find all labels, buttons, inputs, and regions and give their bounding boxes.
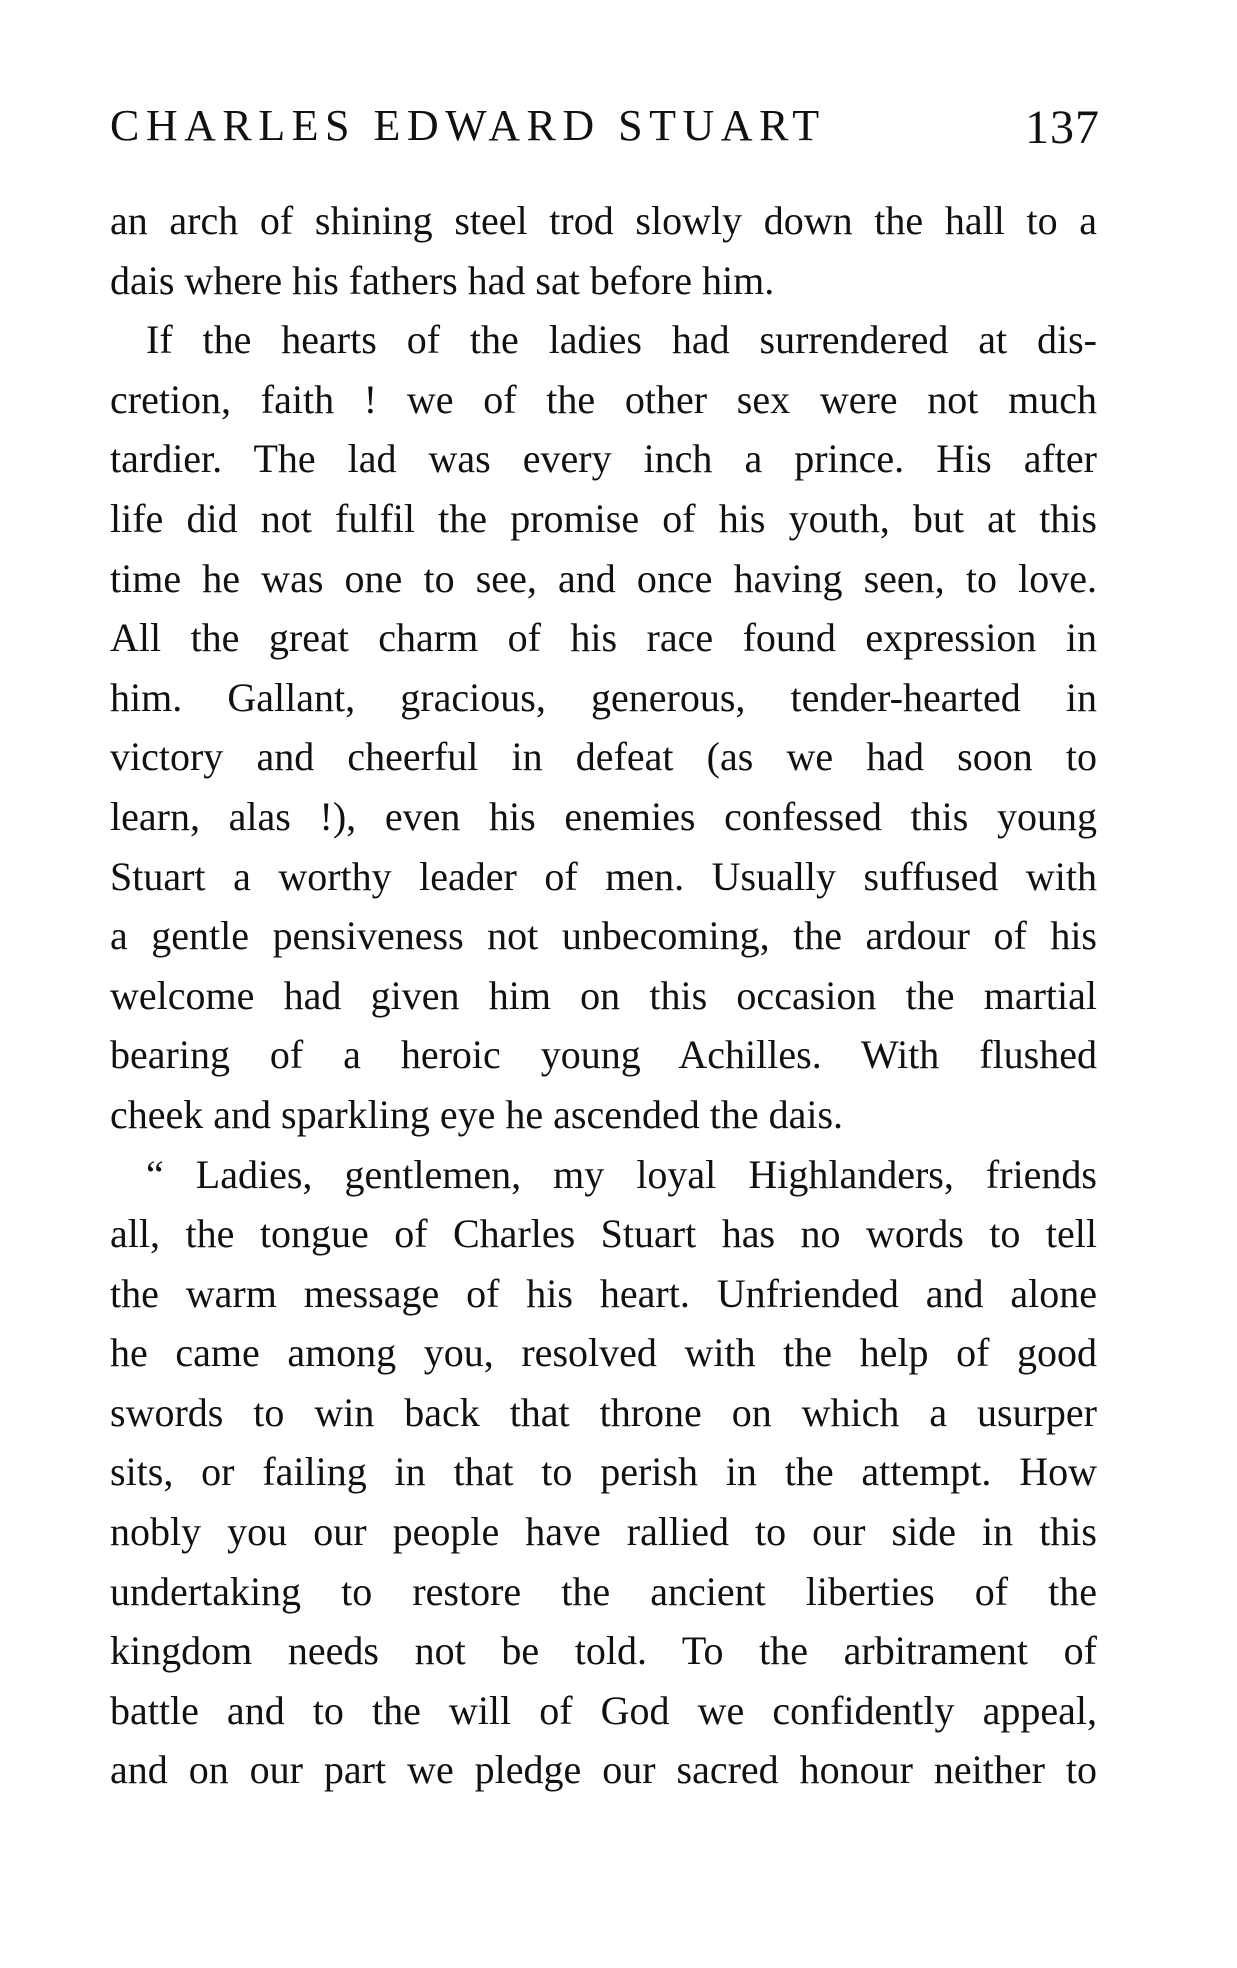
text-line: time he was one to see, and once having seen, to love. (110, 555, 1097, 601)
text-line: all, the tongue of Charles Stuart has no words to tell (110, 1211, 1097, 1257)
page-number: 137 (1025, 101, 1100, 154)
text-line: cretion, faith ! we of the other sex were not much (110, 376, 1097, 422)
text-line: cheek and sparkling eye he ascended the dais. (110, 1091, 844, 1137)
text-line: bearing of a heroic young Achilles. With flushed (110, 1032, 1097, 1078)
text-line: the warm message of his heart. Unfriended and alone (110, 1270, 1097, 1316)
text-line: If the hearts of the ladies had surrendered at dis- (146, 317, 1097, 363)
text-line: he came among you, resolved with the help of good (110, 1330, 1097, 1376)
text-line: an arch of shining steel trod slowly down the hall to a (110, 198, 1097, 243)
text-line: “ Ladies, gentlemen, my loyal Highlanders, friends (146, 1151, 1097, 1197)
text-line: life did not fulfil the promise of his youth, but at this (110, 495, 1097, 541)
text-line: sits, or failing in that to perish in the attempt. How (110, 1449, 1097, 1495)
running-head (110, 100, 1100, 170)
running-title: CHARLES EDWARD STUART (110, 101, 826, 150)
text-line: tardier. The lad was every inch a prince. His after (110, 436, 1097, 482)
text-line: undertaking to restore the ancient liberties of the (110, 1568, 1097, 1614)
text-line: swords to win back that throne on which a usurper (110, 1389, 1097, 1435)
text-line: and on our part we pledge our sacred honour neither to (110, 1747, 1097, 1793)
text-line: victory and cheerful in defeat (as we had soon to (110, 734, 1097, 780)
text-line: Stuart a worthy leader of men. Usually suffused with (110, 853, 1097, 899)
text-line: him. Gallant, gracious, generous, tender-hearted in (110, 674, 1097, 720)
text-line: kingdom needs not be told. To the arbitrament of (110, 1628, 1097, 1674)
text-line: a gentle pensiveness not unbecoming, the ardour of his (110, 913, 1097, 959)
text-line: battle and to the will of God we confidently appeal, (110, 1687, 1097, 1733)
text-line: learn, alas !), even his enemies confessed this young (110, 793, 1097, 839)
text-line: nobly you our people have rallied to our side in this (110, 1509, 1097, 1555)
body-text (110, 191, 1097, 1800)
text-line: dais where his fathers had sat before him. (110, 257, 775, 303)
text-line: All the great charm of his race found expression in (110, 615, 1097, 661)
text-line: welcome had given him on this occasion the martial (110, 972, 1097, 1018)
